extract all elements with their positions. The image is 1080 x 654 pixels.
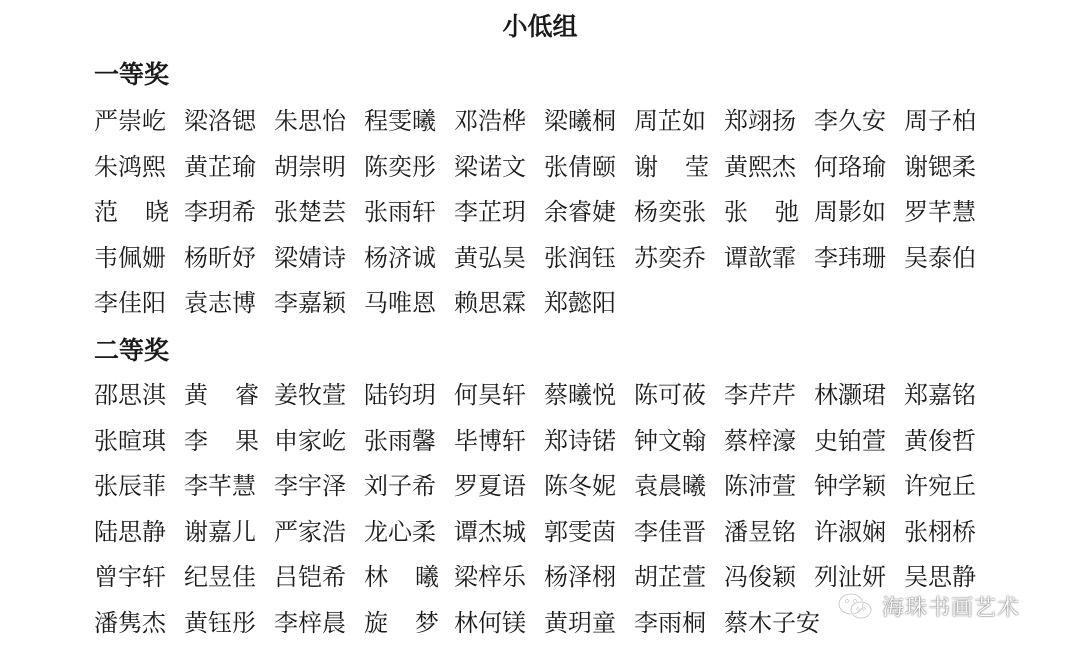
award-name: 旋 梦: [364, 608, 439, 637]
award-name: 林 曦: [364, 563, 439, 591]
award-name: 周影如: [814, 198, 886, 226]
award-name: 纪昱佳: [184, 563, 256, 591]
award-name: 胡芷萱: [634, 563, 706, 591]
award-name: 邵思淇: [94, 381, 166, 409]
award-name: 李 果: [184, 426, 259, 455]
award-name: 袁晨曦: [634, 472, 706, 500]
award-name: 朱思怡: [274, 107, 346, 135]
award-name: 张倩颐: [544, 152, 616, 181]
award-name: 吴泰伯: [904, 243, 976, 272]
award-name: 张辰菲: [94, 472, 166, 500]
award-name: 罗芊慧: [904, 198, 976, 226]
award-name: 蔡梓濠: [724, 426, 796, 455]
award-name: 何昊轩: [454, 381, 526, 409]
wechat-icon: [836, 591, 874, 621]
first-prize-heading: 一等奖: [94, 60, 170, 89]
award-name: 李嘉颖: [274, 289, 346, 317]
award-name: 毕博轩: [454, 426, 526, 455]
award-name: 许淑娴: [814, 517, 886, 546]
award-name: 陆思静: [94, 517, 166, 546]
watermark: [836, 588, 1020, 624]
award-name: 钟文翰: [634, 426, 706, 455]
award-name: 罗夏语: [454, 472, 526, 500]
award-name: 谭歆霏: [724, 243, 796, 272]
award-name: 袁志博: [184, 289, 256, 317]
award-name: 严崇屹: [94, 107, 166, 135]
award-name: 胡崇明: [274, 152, 346, 181]
award-name: 郭雯茵: [544, 517, 616, 546]
award-name: 李玮珊: [814, 243, 886, 272]
award-name: 陈可莜: [634, 381, 706, 409]
award-name: 黄钰彤: [184, 608, 256, 637]
award-name: 杨济诚: [364, 243, 436, 272]
award-name: 李雨桐: [634, 608, 706, 637]
award-name: 程雯曦: [364, 107, 436, 135]
award-name: 余睿婕: [544, 198, 616, 226]
award-name: 李芹芹: [724, 381, 796, 409]
award-name: 列沚妍: [814, 563, 886, 591]
award-name: 梁曦桐: [544, 107, 616, 135]
award-name: 张栩桥: [904, 517, 976, 546]
document-title: 小低组: [502, 12, 578, 41]
award-name: 潘昱铭: [724, 517, 796, 546]
award-name: 郑翊扬: [724, 107, 796, 135]
award-name: 陈沛萱: [724, 472, 796, 500]
award-name: 杨昕妤: [184, 243, 256, 272]
award-name: 梁婧诗: [274, 243, 346, 272]
award-name: 陆钧玥: [364, 381, 436, 409]
award-name: 马唯恩: [364, 289, 436, 317]
award-name: 梁梓乐: [454, 563, 526, 591]
award-name: 张润钰: [544, 243, 616, 272]
award-name: 申家屹: [274, 426, 346, 455]
award-name: 李佳阳: [94, 289, 166, 317]
award-name: 朱鸿熙: [94, 152, 166, 181]
award-name: 黄 睿: [184, 381, 259, 409]
award-name: 李久安: [814, 107, 886, 135]
award-name: 林何镁: [454, 608, 526, 637]
award-name: 李佳晋: [634, 517, 706, 546]
award-name: 周子柏: [904, 107, 976, 135]
award-name: 林灏珺: [814, 381, 886, 409]
award-name: 钟学颖: [814, 472, 886, 500]
award-name: 张暄琪: [94, 426, 166, 455]
award-name: 谭杰城: [454, 517, 526, 546]
award-name: 李芊慧: [184, 472, 256, 500]
award-name: 许宛丘: [904, 472, 976, 500]
award-name: 赖思霖: [454, 289, 526, 317]
award-name: 张雨馨: [364, 426, 436, 455]
first-prize-name-list: [94, 99, 994, 327]
award-name: 黄芷瑜: [184, 152, 256, 181]
award-name: 杨奕张: [634, 198, 706, 226]
award-name: 黄弘昊: [454, 243, 526, 272]
award-name: 龙心柔: [364, 517, 436, 546]
award-name: 范 晓: [94, 198, 169, 226]
award-name: 谢锶柔: [904, 152, 976, 181]
award-name: 何珞瑜: [814, 152, 886, 181]
award-name: 郑懿阳: [544, 289, 616, 317]
award-name: 苏奕乔: [634, 243, 706, 272]
award-name: 姜牧萱: [274, 381, 346, 409]
award-name: 陈冬妮: [544, 472, 616, 500]
award-name: 陈奕彤: [364, 152, 436, 181]
award-name: 黄玥童: [544, 608, 616, 637]
award-name: 周芷如: [634, 107, 706, 135]
award-name: 韦佩姗: [94, 243, 166, 272]
award-name: 李玥希: [184, 198, 256, 226]
award-name: 李芷玥: [454, 198, 526, 226]
award-name: 谢 莹: [634, 152, 709, 181]
award-name: 严家浩: [274, 517, 346, 546]
award-name: 潘隽杰: [94, 608, 166, 637]
award-name: 郑诗锘: [544, 426, 616, 455]
award-name: 郑嘉铭: [904, 381, 976, 409]
award-name: 张雨轩: [364, 198, 436, 226]
award-name: 梁诺文: [454, 152, 526, 181]
award-name: 刘子希: [364, 472, 436, 500]
award-name: 史铂萱: [814, 426, 886, 455]
award-name: 李宇泽: [274, 472, 346, 500]
award-name: 李梓晨: [274, 608, 346, 637]
award-name: 邓浩桦: [454, 107, 526, 135]
award-name: 梁洛锶: [184, 107, 256, 135]
award-name: 蔡木子安: [724, 608, 820, 637]
second-prize-heading: 二等奖: [94, 336, 170, 365]
award-name: 吴思静: [904, 563, 976, 591]
award-name: 谢嘉儿: [184, 517, 256, 546]
watermark-text: 海珠书画艺术: [882, 595, 1021, 621]
award-name: 曾宇轩: [94, 563, 166, 591]
award-name: 黄俊哲: [904, 426, 976, 455]
award-name: 黄熙杰: [724, 152, 796, 181]
award-name: 吕铠希: [274, 563, 346, 591]
award-name: 张楚芸: [274, 198, 346, 226]
award-name: 杨泽栩: [544, 563, 616, 591]
award-name: 蔡曦悦: [544, 381, 616, 409]
award-name: 冯俊颖: [724, 563, 796, 591]
award-name: 张 弛: [724, 198, 799, 226]
